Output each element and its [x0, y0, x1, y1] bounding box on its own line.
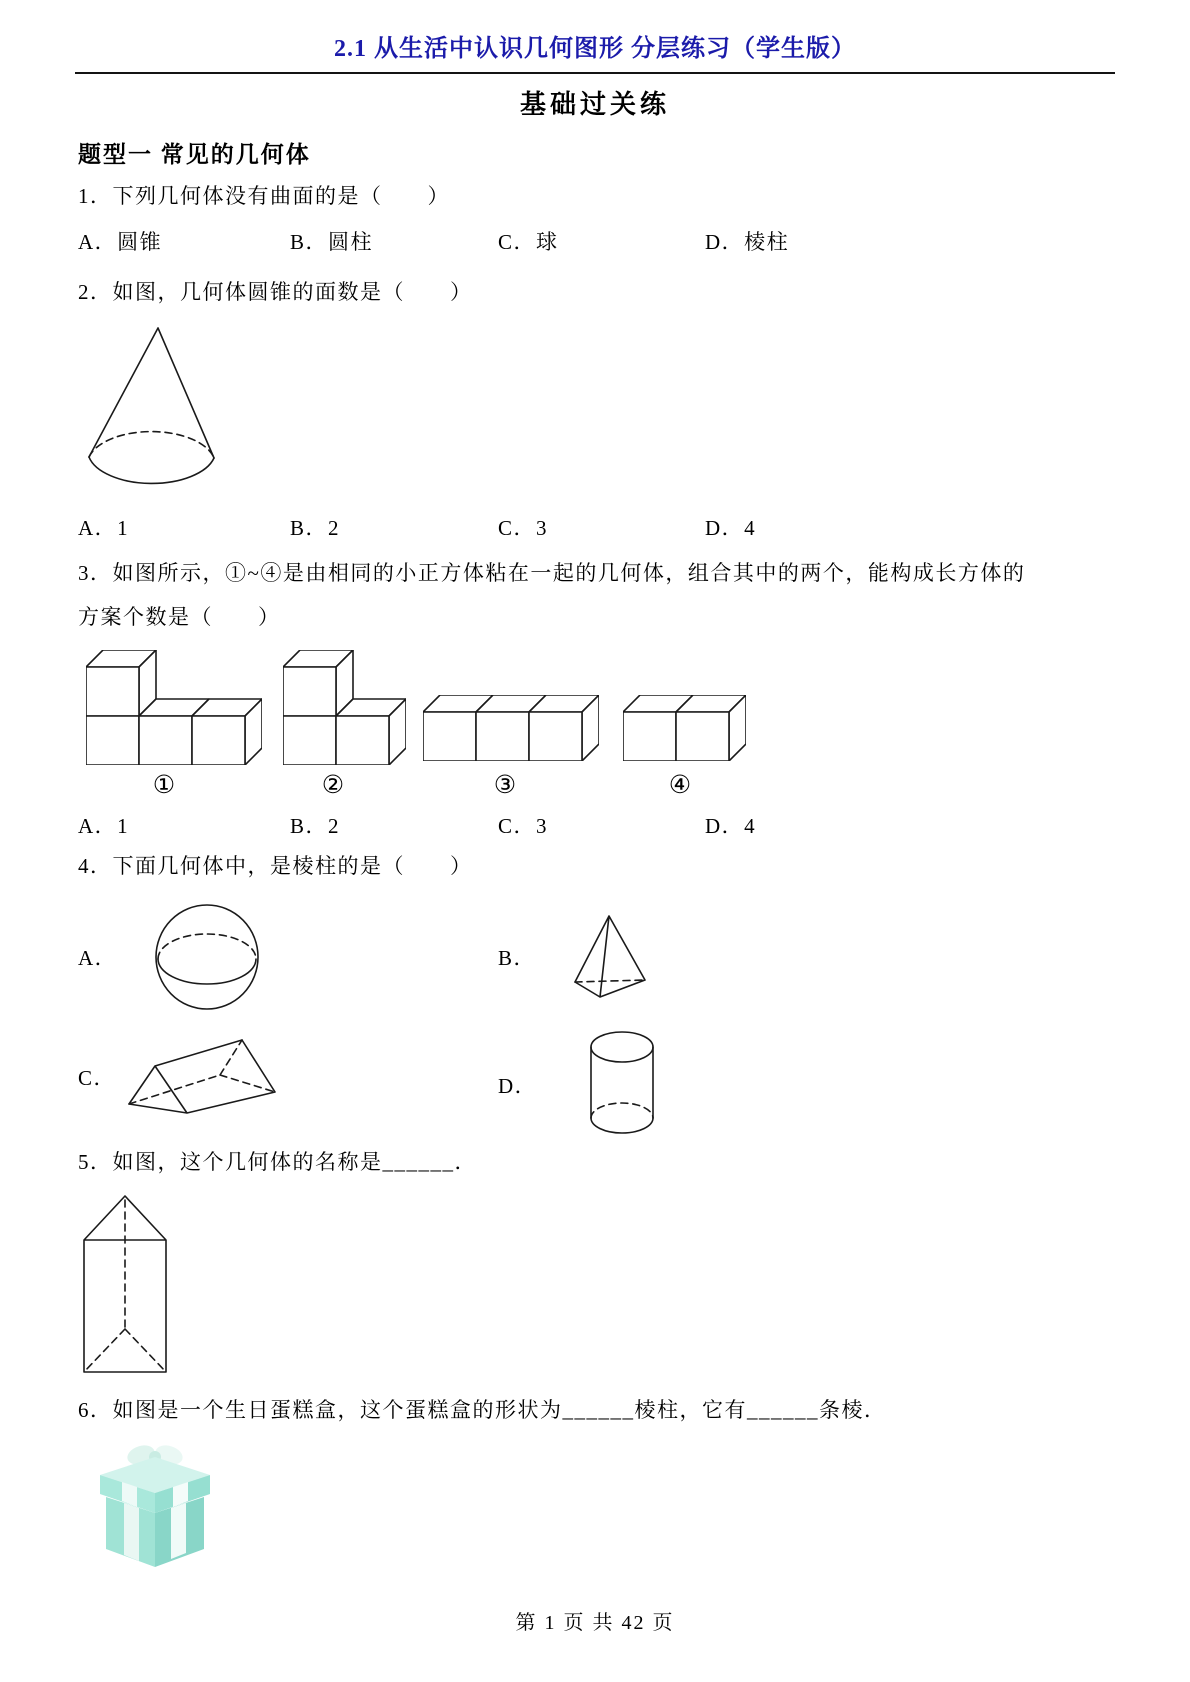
- cylinder-figure: [590, 1030, 655, 1136]
- figure-label-4: ④: [668, 772, 692, 799]
- figure-label-2: ②: [321, 772, 345, 799]
- q2-option-d: D．4: [705, 516, 757, 540]
- q1-option-d: D．棱柱: [705, 230, 790, 254]
- figure-label-1: ①: [152, 772, 176, 799]
- q3-option-d: D．4: [705, 814, 757, 838]
- question-1-text: 1．下列几何体没有曲面的是（ ）: [78, 184, 450, 208]
- cube-group-2-figure: [283, 650, 406, 765]
- sphere-figure: [155, 904, 260, 1010]
- header-divider: [75, 72, 1115, 74]
- gift-box-image: [86, 1443, 226, 1569]
- q2-option-c: C．3: [498, 516, 549, 540]
- question-5-text: 5．如图，这个几何体的名称是______．: [78, 1150, 477, 1174]
- q1-option-b: B．圆柱: [290, 230, 374, 254]
- q2-option-b: B．2: [290, 516, 341, 540]
- topic-heading: 题型一 常见的几何体: [78, 142, 311, 167]
- q3-option-c: C．3: [498, 814, 549, 838]
- pyramid-figure: [565, 908, 655, 1003]
- cone-figure: [85, 318, 222, 503]
- q3-option-b: B．2: [290, 814, 341, 838]
- q1-option-c: C．球: [498, 230, 559, 254]
- question-4-text: 4．下面几何体中，是棱柱的是（ ）: [78, 854, 473, 878]
- q1-option-a: A．圆锥: [78, 230, 163, 254]
- q4-option-label-c: C．: [78, 1066, 117, 1090]
- question-3-text-line2: 方案个数是（ ）: [78, 605, 281, 629]
- triangular-prism-figure: [105, 1030, 280, 1120]
- q3-option-a: A．1: [78, 814, 130, 838]
- page-number: 第 1 页 共 42 页: [515, 1612, 675, 1634]
- figure-label-3: ③: [493, 772, 517, 799]
- q2-option-a: A．1: [78, 516, 130, 540]
- q4-option-label-a: A．: [78, 946, 118, 970]
- cube-group-4-figure: [623, 695, 746, 761]
- cube-group-1-figure: [86, 650, 262, 765]
- q4-option-label-d: D．: [498, 1074, 538, 1098]
- question-6-text: 6．如图是一个生日蛋糕盒，这个蛋糕盒的形状为______棱柱，它有______条棱．: [78, 1398, 887, 1422]
- vertical-prism-figure: [82, 1192, 170, 1377]
- question-2-text: 2．如图，几何体圆锥的面数是（ ）: [78, 280, 473, 304]
- question-3-text-line1: 3．如图所示，①~④是由相同的小正方体粘在一起的几何体，组合其中的两个，能构成长方体的: [78, 561, 1026, 585]
- page-title: 2.1 从生活中认识几何图形 分层练习（学生版）: [334, 36, 856, 62]
- section-heading: 基础过关练: [519, 90, 670, 119]
- cube-group-3-figure: [423, 695, 599, 761]
- q4-option-label-b: B．: [498, 946, 537, 970]
